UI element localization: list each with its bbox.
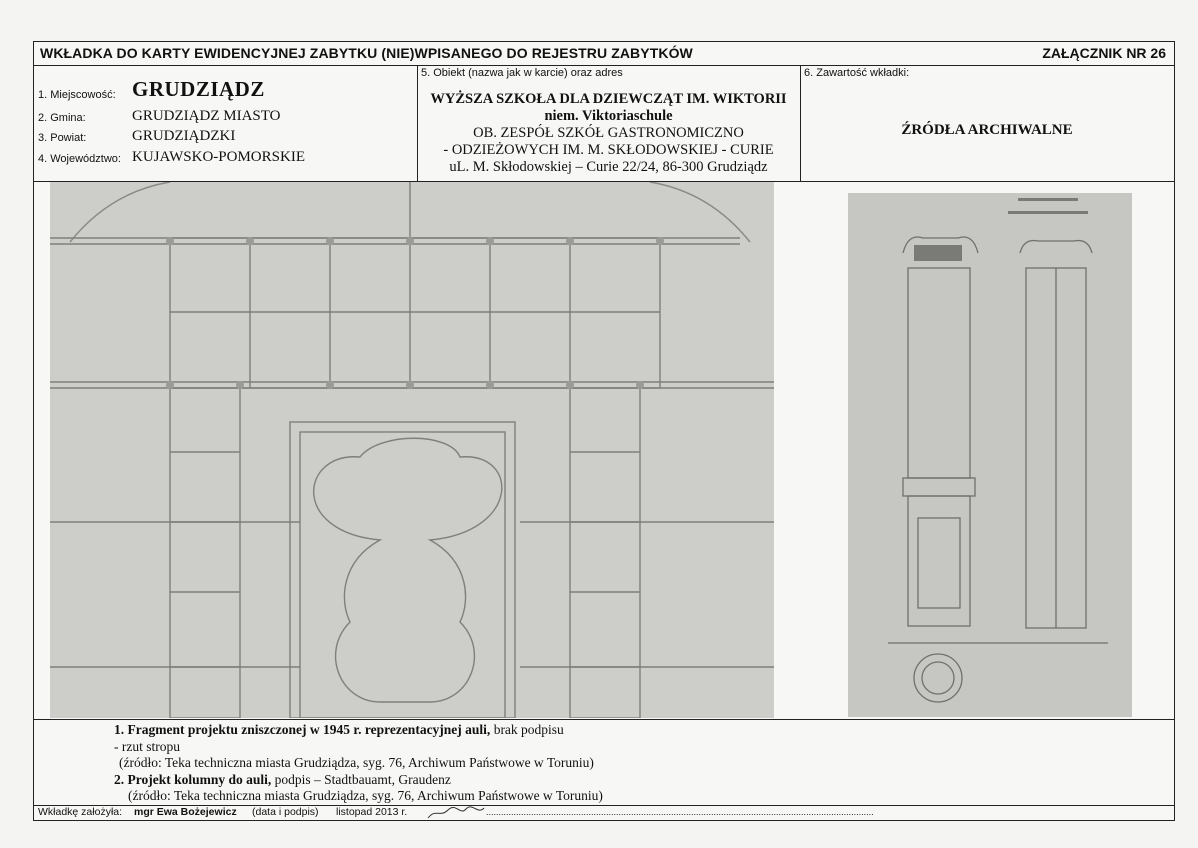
caption-2-source: (źródło: Teka techniczna miasta Grudziądza, syg. 76, Archiwum Państwowe w Toruniu)	[128, 788, 603, 803]
powiat-label: 3. Powiat:	[38, 132, 87, 144]
footer-dots: ...........................................................................................................................................................	[486, 807, 874, 817]
footer-date-label: (data i podpis)	[252, 806, 319, 818]
content-cell	[800, 65, 1174, 181]
object-german-name: niem. Viktoriaschule	[544, 108, 673, 124]
location-cell	[34, 65, 418, 181]
voivodeship-value: KUJAWSKO-POMORSKIE	[132, 149, 305, 165]
object-description	[417, 91, 800, 176]
caption-1-bold: 1. Fragment projektu zniszczonej w 1945 r. reprezentacyjnej auli,	[114, 722, 491, 737]
footer-row	[34, 805, 1174, 820]
object-current-name-1: OB. ZESPÓŁ SZKÓŁ GASTRONOMICZNO	[473, 125, 744, 141]
image-row	[34, 181, 1174, 720]
caption-2	[114, 772, 603, 789]
powiat-value: GRUDZIĄDZKI	[132, 128, 236, 144]
inventory-insert-sheet	[33, 41, 1175, 821]
caption-1-source: (źródło: Teka techniczna miasta Grudziądza, syg. 76, Archiwum Państwowe w Toruniu)	[119, 755, 594, 770]
object-label: 5. Obiekt (nazwa jak w karcie) oraz adres	[421, 67, 623, 79]
gmina-value: GRUDZIĄDZ MIASTO	[132, 108, 281, 124]
footer-date: listopad 2013 r.	[336, 806, 408, 818]
annex-number: ZAŁĄCZNIK NR 26	[1042, 45, 1166, 61]
content-label: 6. Zawartość wkładki:	[804, 67, 910, 79]
content-value: ŹRÓDŁA ARCHIWALNE	[901, 122, 1073, 138]
signature-scribble	[426, 806, 486, 823]
figure-captions	[114, 722, 603, 805]
voivodeship-label: 4. Województwo:	[38, 153, 121, 165]
footer-label: Wkładkę założyła:	[38, 806, 123, 818]
column-design-drawing	[848, 193, 1132, 717]
ceiling-plan-drawing	[50, 182, 774, 718]
footer-author: mgr Ewa Bożejewicz	[134, 806, 237, 818]
form-title: WKŁADKA DO KARTY EWIDENCYJNEJ ZABYTKU (NIE)WPISANEGO DO REJESTRU ZABYTKÓW	[40, 45, 693, 61]
city-label: 1. Miejscowość:	[38, 89, 116, 101]
gmina-label: 2. Gmina:	[38, 112, 86, 124]
ceiling-plan-svg	[50, 182, 774, 718]
object-current-name-2: - ODZIEŻOWYCH IM. M. SKŁODOWSKIEJ - CURIE	[443, 142, 774, 158]
city-value: GRUDZIĄDZ	[132, 77, 265, 101]
info-row	[34, 65, 1174, 182]
object-name: WYŻSZA SZKOŁA DLA DZIEWCZĄT IM. WIKTORII	[430, 91, 787, 107]
caption-1-rest: brak podpisu	[490, 722, 564, 737]
object-address: uL. M. Skłodowskiej – Curie 22/24, 86-300 Grudziądz	[449, 159, 768, 175]
caption-1-sub: - rzut stropu	[114, 738, 180, 754]
signature-icon	[426, 806, 486, 820]
caption-2-bold: 2. Projekt kolumny do auli,	[114, 771, 272, 787]
header-bar	[34, 42, 1174, 66]
caption-2-rest: podpis – Stadtbauamt, Graudenz	[271, 771, 451, 787]
object-cell	[417, 65, 801, 181]
caption-1	[114, 722, 603, 739]
column-design-svg	[848, 193, 1132, 717]
